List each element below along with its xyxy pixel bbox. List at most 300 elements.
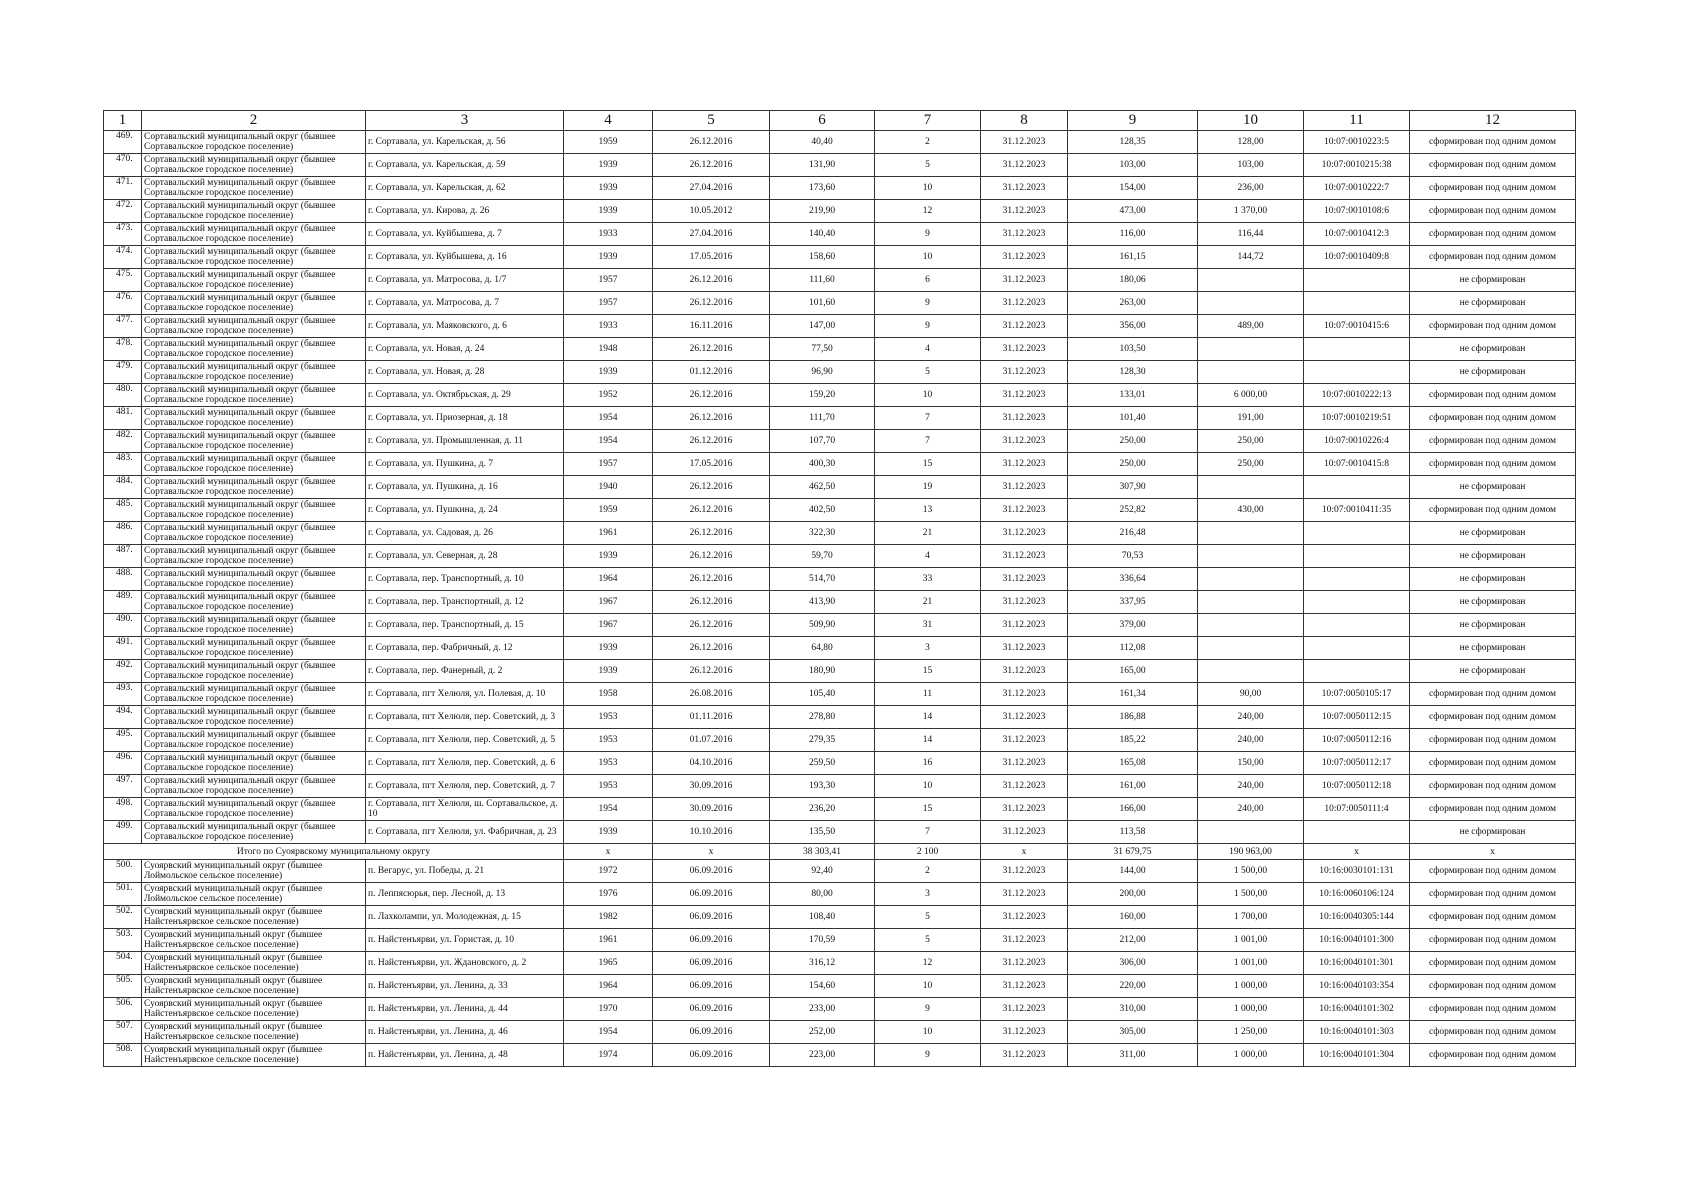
cadastral-number-cell: 10:07:0010226:4 (1304, 430, 1410, 453)
deadline-date-cell: 31.12.2023 (981, 200, 1068, 223)
land-area-cell (1198, 522, 1304, 545)
table-row (104, 929, 1576, 952)
land-area-cell (1198, 660, 1304, 683)
residents-cell: 5 (875, 906, 981, 929)
value-cell: 116,00 (1068, 223, 1198, 246)
land-area-cell: 236,00 (1198, 177, 1304, 200)
address-cell: г. Сортавала, пер. Фабричный, д. 12 (366, 637, 564, 660)
land-status-cell: сформирован под одним домом (1410, 154, 1576, 177)
date-cell: 17.05.2016 (653, 246, 770, 269)
deadline-date-cell: 31.12.2023 (981, 952, 1068, 975)
deadline-date-cell: 31.12.2023 (981, 860, 1068, 883)
row-number-cell: 481. (104, 407, 142, 430)
land-area-cell: 250,00 (1198, 430, 1304, 453)
build-year-cell: 1976 (564, 883, 653, 906)
area-cell: 193,30 (770, 775, 875, 798)
value-cell: 310,00 (1068, 998, 1198, 1021)
deadline-date-cell: 31.12.2023 (981, 821, 1068, 844)
row-number-cell: 472. (104, 200, 142, 223)
row-number-cell: 477. (104, 315, 142, 338)
municipality-cell: Суоярвский муниципальный округ (бывшее Найстенъярвское сельское поселение) (142, 1044, 366, 1067)
land-area-cell (1198, 637, 1304, 660)
table-body (104, 131, 1576, 1067)
column-number-header: 7 (875, 111, 981, 131)
municipality-cell: Сортавальский муниципальный округ (бывшее Сортавальское городское поселение) (142, 752, 366, 775)
area-cell: 140,40 (770, 223, 875, 246)
total-value-cell: х (1304, 844, 1410, 860)
land-area-cell: 430,00 (1198, 499, 1304, 522)
value-cell: 263,00 (1068, 292, 1198, 315)
cadastral-number-cell (1304, 338, 1410, 361)
residents-cell: 21 (875, 522, 981, 545)
area-cell: 279,35 (770, 729, 875, 752)
area-cell: 180,90 (770, 660, 875, 683)
land-area-cell: 1 500,00 (1198, 883, 1304, 906)
deadline-date-cell: 31.12.2023 (981, 177, 1068, 200)
row-number-cell: 495. (104, 729, 142, 752)
table-row (104, 729, 1576, 752)
area-cell: 96,90 (770, 361, 875, 384)
table-row (104, 246, 1576, 269)
land-status-cell: не сформирован (1410, 821, 1576, 844)
date-cell: 01.07.2016 (653, 729, 770, 752)
municipality-cell: Сортавальский муниципальный округ (бывшее Сортавальское городское поселение) (142, 453, 366, 476)
area-cell: 111,70 (770, 407, 875, 430)
table-row (104, 860, 1576, 883)
land-status-cell: не сформирован (1410, 637, 1576, 660)
residents-cell: 7 (875, 821, 981, 844)
address-cell: г. Сортавала, пгт Хелюля, пер. Советский, д. 3 (366, 706, 564, 729)
deadline-date-cell: 31.12.2023 (981, 246, 1068, 269)
value-cell: 101,40 (1068, 407, 1198, 430)
build-year-cell: 1974 (564, 1044, 653, 1067)
value-cell: 70,53 (1068, 545, 1198, 568)
address-cell: г. Сортавала, ул. Октябрьская, д. 29 (366, 384, 564, 407)
municipality-cell: Суоярвский муниципальный округ (бывшее Найстенъярвское сельское поселение) (142, 952, 366, 975)
residents-cell: 3 (875, 883, 981, 906)
build-year-cell: 1957 (564, 269, 653, 292)
table-row (104, 975, 1576, 998)
deadline-date-cell: 31.12.2023 (981, 292, 1068, 315)
land-status-cell: сформирован под одним домом (1410, 683, 1576, 706)
land-status-cell: не сформирован (1410, 361, 1576, 384)
column-number-header: 3 (366, 111, 564, 131)
cadastral-number-cell: 10:16:0040101:302 (1304, 998, 1410, 1021)
municipality-cell: Сортавальский муниципальный округ (бывшее Сортавальское городское поселение) (142, 660, 366, 683)
area-cell: 131,90 (770, 154, 875, 177)
table-row (104, 177, 1576, 200)
row-number-cell: 473. (104, 223, 142, 246)
total-label: Итого по Суоярвскому муниципальному округу (104, 844, 564, 860)
area-cell: 135,50 (770, 821, 875, 844)
residents-cell: 33 (875, 568, 981, 591)
area-cell: 111,60 (770, 269, 875, 292)
address-cell: г. Сортавала, ул. Пушкина, д. 16 (366, 476, 564, 499)
address-cell: г. Сортавала, ул. Куйбышева, д. 7 (366, 223, 564, 246)
cadastral-number-cell: 10:16:0030101:131 (1304, 860, 1410, 883)
residents-cell: 3 (875, 637, 981, 660)
cadastral-number-cell: 10:07:0010411:35 (1304, 499, 1410, 522)
cadastral-number-cell: 10:07:0010409:8 (1304, 246, 1410, 269)
row-number-cell: 485. (104, 499, 142, 522)
date-cell: 26.12.2016 (653, 522, 770, 545)
deadline-date-cell: 31.12.2023 (981, 338, 1068, 361)
municipality-cell: Сортавальский муниципальный округ (бывшее Сортавальское городское поселение) (142, 499, 366, 522)
area-cell: 154,60 (770, 975, 875, 998)
value-cell: 154,00 (1068, 177, 1198, 200)
table-row (104, 200, 1576, 223)
build-year-cell: 1940 (564, 476, 653, 499)
build-year-cell: 1961 (564, 929, 653, 952)
land-area-cell: 1 000,00 (1198, 998, 1304, 1021)
cadastral-number-cell (1304, 637, 1410, 660)
municipality-cell: Сортавальский муниципальный округ (бывшее Сортавальское городское поселение) (142, 361, 366, 384)
build-year-cell: 1959 (564, 131, 653, 154)
value-cell: 356,00 (1068, 315, 1198, 338)
row-number-cell: 494. (104, 706, 142, 729)
land-area-cell (1198, 614, 1304, 637)
build-year-cell: 1957 (564, 292, 653, 315)
residents-cell: 6 (875, 269, 981, 292)
cadastral-number-cell: 10:16:0040103:354 (1304, 975, 1410, 998)
municipality-cell: Сортавальский муниципальный округ (бывшее Сортавальское городское поселение) (142, 269, 366, 292)
municipality-cell: Суоярвский муниципальный округ (бывшее Найстенъярвское сельское поселение) (142, 998, 366, 1021)
table-row (104, 798, 1576, 821)
land-status-cell: сформирован под одним домом (1410, 499, 1576, 522)
land-status-cell: сформирован под одним домом (1410, 798, 1576, 821)
address-cell: п. Вегарус, ул. Победы, д. 21 (366, 860, 564, 883)
residents-cell: 14 (875, 706, 981, 729)
residents-cell: 13 (875, 499, 981, 522)
area-cell: 219,90 (770, 200, 875, 223)
land-area-cell: 240,00 (1198, 729, 1304, 752)
row-number-cell: 476. (104, 292, 142, 315)
residents-cell: 15 (875, 660, 981, 683)
municipality-cell: Сортавальский муниципальный округ (бывшее Сортавальское городское поселение) (142, 246, 366, 269)
area-cell: 400,30 (770, 453, 875, 476)
value-cell: 250,00 (1068, 430, 1198, 453)
row-number-cell: 496. (104, 752, 142, 775)
municipality-cell: Сортавальский муниципальный округ (бывшее Сортавальское городское поселение) (142, 338, 366, 361)
total-value-cell: х (981, 844, 1068, 860)
date-cell: 06.09.2016 (653, 952, 770, 975)
value-cell: 133,01 (1068, 384, 1198, 407)
value-cell: 160,00 (1068, 906, 1198, 929)
land-status-cell: сформирован под одним домом (1410, 430, 1576, 453)
area-cell: 92,40 (770, 860, 875, 883)
land-status-cell: сформирован под одним домом (1410, 998, 1576, 1021)
land-status-cell: сформирован под одним домом (1410, 223, 1576, 246)
value-cell: 165,00 (1068, 660, 1198, 683)
land-area-cell: 103,00 (1198, 154, 1304, 177)
value-cell: 250,00 (1068, 453, 1198, 476)
land-area-cell (1198, 821, 1304, 844)
build-year-cell: 1933 (564, 315, 653, 338)
table-row (104, 223, 1576, 246)
land-area-cell: 6 000,00 (1198, 384, 1304, 407)
address-cell: п. Найстенъярви, ул. Ленина, д. 48 (366, 1044, 564, 1067)
value-cell: 113,58 (1068, 821, 1198, 844)
deadline-date-cell: 31.12.2023 (981, 568, 1068, 591)
build-year-cell: 1957 (564, 453, 653, 476)
table-row (104, 522, 1576, 545)
deadline-date-cell: 31.12.2023 (981, 154, 1068, 177)
area-cell: 40,40 (770, 131, 875, 154)
area-cell: 158,60 (770, 246, 875, 269)
date-cell: 10.05.2012 (653, 200, 770, 223)
table-row (104, 752, 1576, 775)
municipality-cell: Суоярвский муниципальный округ (бывшее Найстенъярвское сельское поселение) (142, 929, 366, 952)
land-status-cell: сформирован под одним домом (1410, 1044, 1576, 1067)
table-row (104, 660, 1576, 683)
municipality-cell: Сортавальский муниципальный округ (бывшее Сортавальское городское поселение) (142, 545, 366, 568)
land-status-cell: сформирован под одним домом (1410, 929, 1576, 952)
address-cell: г. Сортавала, ул. Приозерная, д. 18 (366, 407, 564, 430)
row-number-cell: 469. (104, 131, 142, 154)
land-status-cell: сформирован под одним домом (1410, 883, 1576, 906)
municipality-cell: Сортавальский муниципальный округ (бывшее Сортавальское городское поселение) (142, 614, 366, 637)
area-cell: 316,12 (770, 952, 875, 975)
cadastral-number-cell: 10:07:0010223:5 (1304, 131, 1410, 154)
deadline-date-cell: 31.12.2023 (981, 407, 1068, 430)
land-status-cell: сформирован под одним домом (1410, 384, 1576, 407)
cadastral-number-cell: 10:07:0010415:8 (1304, 453, 1410, 476)
build-year-cell: 1952 (564, 384, 653, 407)
land-status-cell: сформирован под одним домом (1410, 952, 1576, 975)
date-cell: 06.09.2016 (653, 975, 770, 998)
residents-cell: 9 (875, 998, 981, 1021)
row-number-cell: 487. (104, 545, 142, 568)
value-cell: 473,00 (1068, 200, 1198, 223)
row-number-cell: 483. (104, 453, 142, 476)
cadastral-number-cell: 10:07:0050112:15 (1304, 706, 1410, 729)
residents-cell: 12 (875, 200, 981, 223)
address-cell: г. Сортавала, ул. Маяковского, д. 6 (366, 315, 564, 338)
municipality-cell: Суоярвский муниципальный округ (бывшее Лоймольское сельское поселение) (142, 883, 366, 906)
value-cell: 336,64 (1068, 568, 1198, 591)
table-row (104, 591, 1576, 614)
municipality-cell: Сортавальский муниципальный округ (бывшее Сортавальское городское поселение) (142, 637, 366, 660)
column-number-header: 2 (142, 111, 366, 131)
residents-cell: 9 (875, 292, 981, 315)
land-status-cell: не сформирован (1410, 269, 1576, 292)
cadastral-number-cell (1304, 614, 1410, 637)
municipality-cell: Сортавальский муниципальный округ (бывшее Сортавальское городское поселение) (142, 430, 366, 453)
value-cell: 166,00 (1068, 798, 1198, 821)
date-cell: 26.12.2016 (653, 154, 770, 177)
municipality-cell: Сортавальский муниципальный округ (бывшее Сортавальское городское поселение) (142, 568, 366, 591)
value-cell: 307,90 (1068, 476, 1198, 499)
date-cell: 04.10.2016 (653, 752, 770, 775)
row-number-cell: 478. (104, 338, 142, 361)
total-value-cell: 38 303,41 (770, 844, 875, 860)
area-cell: 107,70 (770, 430, 875, 453)
table-row (104, 1021, 1576, 1044)
land-status-cell: сформирован под одним домом (1410, 1021, 1576, 1044)
address-cell: п. Леппясюрья, пер. Лесной, д. 13 (366, 883, 564, 906)
land-area-cell (1198, 361, 1304, 384)
date-cell: 26.12.2016 (653, 269, 770, 292)
deadline-date-cell: 31.12.2023 (981, 545, 1068, 568)
table-row (104, 706, 1576, 729)
deadline-date-cell: 31.12.2023 (981, 998, 1068, 1021)
row-number-cell: 492. (104, 660, 142, 683)
cadastral-number-cell (1304, 660, 1410, 683)
deadline-date-cell: 31.12.2023 (981, 683, 1068, 706)
residents-cell: 10 (875, 177, 981, 200)
cadastral-number-cell: 10:07:0050111:4 (1304, 798, 1410, 821)
address-cell: г. Сортавала, ул. Карельская, д. 59 (366, 154, 564, 177)
municipality-cell: Суоярвский муниципальный округ (бывшее Найстенъярвское сельское поселение) (142, 975, 366, 998)
deadline-date-cell: 31.12.2023 (981, 476, 1068, 499)
address-cell: г. Сортавала, ул. Матросова, д. 1/7 (366, 269, 564, 292)
row-number-cell: 506. (104, 998, 142, 1021)
municipality-cell: Сортавальский муниципальный округ (бывшее Сортавальское городское поселение) (142, 706, 366, 729)
cadastral-number-cell (1304, 545, 1410, 568)
value-cell: 252,82 (1068, 499, 1198, 522)
residents-cell: 5 (875, 361, 981, 384)
land-area-cell: 191,00 (1198, 407, 1304, 430)
build-year-cell: 1939 (564, 545, 653, 568)
row-number-cell: 503. (104, 929, 142, 952)
deadline-date-cell: 31.12.2023 (981, 223, 1068, 246)
value-cell: 128,30 (1068, 361, 1198, 384)
table-row (104, 1044, 1576, 1067)
build-year-cell: 1954 (564, 430, 653, 453)
date-cell: 16.11.2016 (653, 315, 770, 338)
land-area-cell (1198, 292, 1304, 315)
area-cell: 322,30 (770, 522, 875, 545)
municipality-cell: Сортавальский муниципальный округ (бывшее Сортавальское городское поселение) (142, 315, 366, 338)
area-cell: 64,80 (770, 637, 875, 660)
row-number-cell: 500. (104, 860, 142, 883)
date-cell: 27.04.2016 (653, 177, 770, 200)
municipality-cell: Сортавальский муниципальный округ (бывшее Сортавальское городское поселение) (142, 223, 366, 246)
value-cell: 144,00 (1068, 860, 1198, 883)
table-row (104, 683, 1576, 706)
residents-cell: 21 (875, 591, 981, 614)
municipality-cell: Сортавальский муниципальный округ (бывшее Сортавальское городское поселение) (142, 384, 366, 407)
area-cell: 413,90 (770, 591, 875, 614)
municipality-cell: Сортавальский муниципальный округ (бывшее Сортавальское городское поселение) (142, 407, 366, 430)
land-status-cell: сформирован под одним домом (1410, 975, 1576, 998)
land-status-cell: не сформирован (1410, 338, 1576, 361)
table-row (104, 775, 1576, 798)
land-status-cell: сформирован под одним домом (1410, 315, 1576, 338)
land-area-cell: 1 250,00 (1198, 1021, 1304, 1044)
build-year-cell: 1967 (564, 614, 653, 637)
residents-cell: 7 (875, 430, 981, 453)
land-status-cell: сформирован под одним домом (1410, 246, 1576, 269)
residents-cell: 10 (875, 775, 981, 798)
residents-cell: 9 (875, 315, 981, 338)
row-number-cell: 475. (104, 269, 142, 292)
municipality-cell: Сортавальский муниципальный округ (бывшее Сортавальское городское поселение) (142, 476, 366, 499)
date-cell: 17.05.2016 (653, 453, 770, 476)
municipality-cell: Сортавальский муниципальный округ (бывшее Сортавальское городское поселение) (142, 798, 366, 821)
cadastral-number-cell (1304, 821, 1410, 844)
value-cell: 306,00 (1068, 952, 1198, 975)
land-area-cell: 1 700,00 (1198, 906, 1304, 929)
deadline-date-cell: 31.12.2023 (981, 430, 1068, 453)
build-year-cell: 1964 (564, 975, 653, 998)
table-row (104, 545, 1576, 568)
value-cell: 180,06 (1068, 269, 1198, 292)
table-row (104, 131, 1576, 154)
build-year-cell: 1954 (564, 798, 653, 821)
date-cell: 06.09.2016 (653, 906, 770, 929)
deadline-date-cell: 31.12.2023 (981, 729, 1068, 752)
deadline-date-cell: 31.12.2023 (981, 361, 1068, 384)
value-cell: 186,88 (1068, 706, 1198, 729)
municipality-cell: Суоярвский муниципальный округ (бывшее Найстенъярвское сельское поселение) (142, 1021, 366, 1044)
land-area-cell: 90,00 (1198, 683, 1304, 706)
address-cell: п. Найстенъярви, ул. Ждановского, д. 2 (366, 952, 564, 975)
cadastral-number-cell (1304, 292, 1410, 315)
land-area-cell (1198, 338, 1304, 361)
address-cell: п. Найстенъярви, ул. Ленина, д. 33 (366, 975, 564, 998)
area-cell: 236,20 (770, 798, 875, 821)
land-area-cell (1198, 269, 1304, 292)
build-year-cell: 1939 (564, 246, 653, 269)
table-row (104, 338, 1576, 361)
value-cell: 200,00 (1068, 883, 1198, 906)
municipality-cell: Сортавальский муниципальный округ (бывшее Сортавальское городское поселение) (142, 292, 366, 315)
build-year-cell: 1982 (564, 906, 653, 929)
value-cell: 103,00 (1068, 154, 1198, 177)
land-area-cell: 1 001,00 (1198, 952, 1304, 975)
build-year-cell: 1961 (564, 522, 653, 545)
table-row (104, 499, 1576, 522)
build-year-cell: 1939 (564, 200, 653, 223)
land-area-cell (1198, 591, 1304, 614)
land-status-cell: сформирован под одним домом (1410, 177, 1576, 200)
value-cell: 379,00 (1068, 614, 1198, 637)
cadastral-number-cell: 10:07:0050112:17 (1304, 752, 1410, 775)
column-number-header: 9 (1068, 111, 1198, 131)
address-cell: г. Сортавала, ул. Куйбышева, д. 16 (366, 246, 564, 269)
land-status-cell: сформирован под одним домом (1410, 729, 1576, 752)
address-cell: п. Найстенъярви, ул. Ленина, д. 44 (366, 998, 564, 1021)
deadline-date-cell: 31.12.2023 (981, 614, 1068, 637)
date-cell: 26.12.2016 (653, 614, 770, 637)
row-number-cell: 508. (104, 1044, 142, 1067)
residents-cell: 15 (875, 453, 981, 476)
land-status-cell: не сформирован (1410, 568, 1576, 591)
municipality-cell: Сортавальский муниципальный округ (бывшее Сортавальское городское поселение) (142, 131, 366, 154)
municipality-cell: Сортавальский муниципальный округ (бывшее Сортавальское городское поселение) (142, 154, 366, 177)
date-cell: 26.12.2016 (653, 568, 770, 591)
residents-cell: 12 (875, 952, 981, 975)
deadline-date-cell: 31.12.2023 (981, 384, 1068, 407)
address-cell: г. Сортавала, пер. Транспортный, д. 10 (366, 568, 564, 591)
column-number-header: 12 (1410, 111, 1576, 131)
cadastral-number-cell: 10:16:0040101:300 (1304, 929, 1410, 952)
table-row (104, 998, 1576, 1021)
date-cell: 06.09.2016 (653, 1044, 770, 1067)
land-area-cell: 128,00 (1198, 131, 1304, 154)
cadastral-number-cell (1304, 476, 1410, 499)
address-cell: г. Сортавала, ул. Кирова, д. 26 (366, 200, 564, 223)
build-year-cell: 1967 (564, 591, 653, 614)
cadastral-number-cell (1304, 568, 1410, 591)
build-year-cell: 1939 (564, 637, 653, 660)
address-cell: г. Сортавала, ул. Пушкина, д. 7 (366, 453, 564, 476)
address-cell: г. Сортавала, пер. Фанерный, д. 2 (366, 660, 564, 683)
residents-cell: 4 (875, 545, 981, 568)
row-number-cell: 484. (104, 476, 142, 499)
deadline-date-cell: 31.12.2023 (981, 315, 1068, 338)
